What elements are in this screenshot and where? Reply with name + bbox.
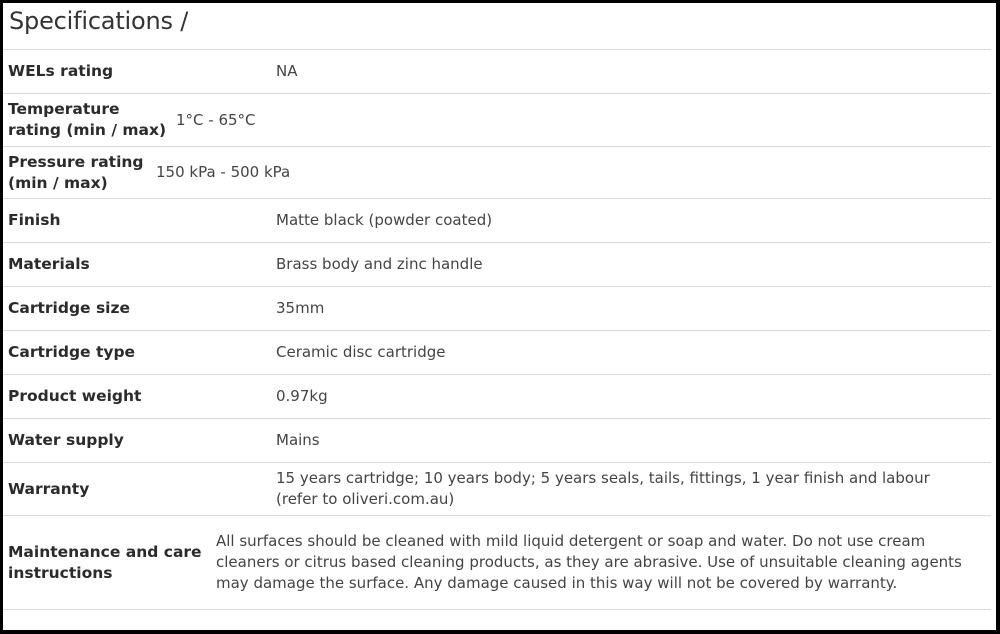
spec-value: 35mm: [276, 299, 325, 317]
spec-row-water-supply: [3, 418, 991, 462]
spec-row-wels-rating: [3, 49, 991, 93]
spec-row-materials: [3, 242, 991, 286]
spec-label: Pressure rating (min / max): [8, 152, 144, 192]
spec-value: NA: [276, 62, 298, 80]
spec-label: Maintenance and care instructions: [8, 542, 202, 582]
spec-row-cartridge-type: [3, 330, 991, 374]
spec-label: Water supply: [8, 431, 124, 449]
spec-row-cartridge-size: [3, 286, 991, 330]
spec-label: Warranty: [8, 479, 90, 498]
spec-label: Cartridge type: [8, 343, 136, 361]
spec-value: 150 kPa - 500 kPa: [156, 163, 291, 181]
spec-value: Brass body and zinc handle: [276, 255, 483, 273]
spec-value: All surfaces should be cleaned with mild liquid detergent or soap and water. Do not use cream cleaners or citrus based cleaning products, as they are abrasive. Use of unsuitable cleaning agents may damage the surface. Any damage caused in this way will not be covered by warranty.: [216, 532, 962, 592]
spec-value: Ceramic disc cartridge: [276, 343, 446, 361]
spec-row-temperature-rating: [3, 93, 991, 146]
spec-value: Matte black (powder coated): [276, 211, 493, 229]
spec-row-maintenance: [3, 515, 991, 610]
spec-value: 15 years cartridge; 10 years body; 5 years seals, tails, fittings, 1 year finish and labour (refer to oliveri.com.au): [276, 469, 930, 508]
spec-value: 0.97kg: [276, 387, 328, 405]
spec-value: 1°C - 65°C: [176, 110, 256, 129]
spec-label: WELs rating: [8, 62, 114, 80]
specifications-table: [3, 49, 991, 610]
spec-row-finish: [3, 198, 991, 242]
spec-label: Cartridge size: [8, 299, 131, 317]
spec-label: Temperature rating (min / max): [8, 100, 167, 139]
spec-row-warranty: [3, 462, 991, 515]
spec-label: Finish: [8, 211, 61, 229]
spec-label: Product weight: [8, 387, 142, 405]
spec-row-pressure-rating: [3, 146, 991, 198]
spec-label: Materials: [8, 255, 90, 273]
section-title: Specifications /: [9, 7, 189, 35]
spec-row-product-weight: [3, 374, 991, 418]
spec-value: Mains: [276, 431, 320, 449]
specifications-panel: [3, 3, 996, 630]
